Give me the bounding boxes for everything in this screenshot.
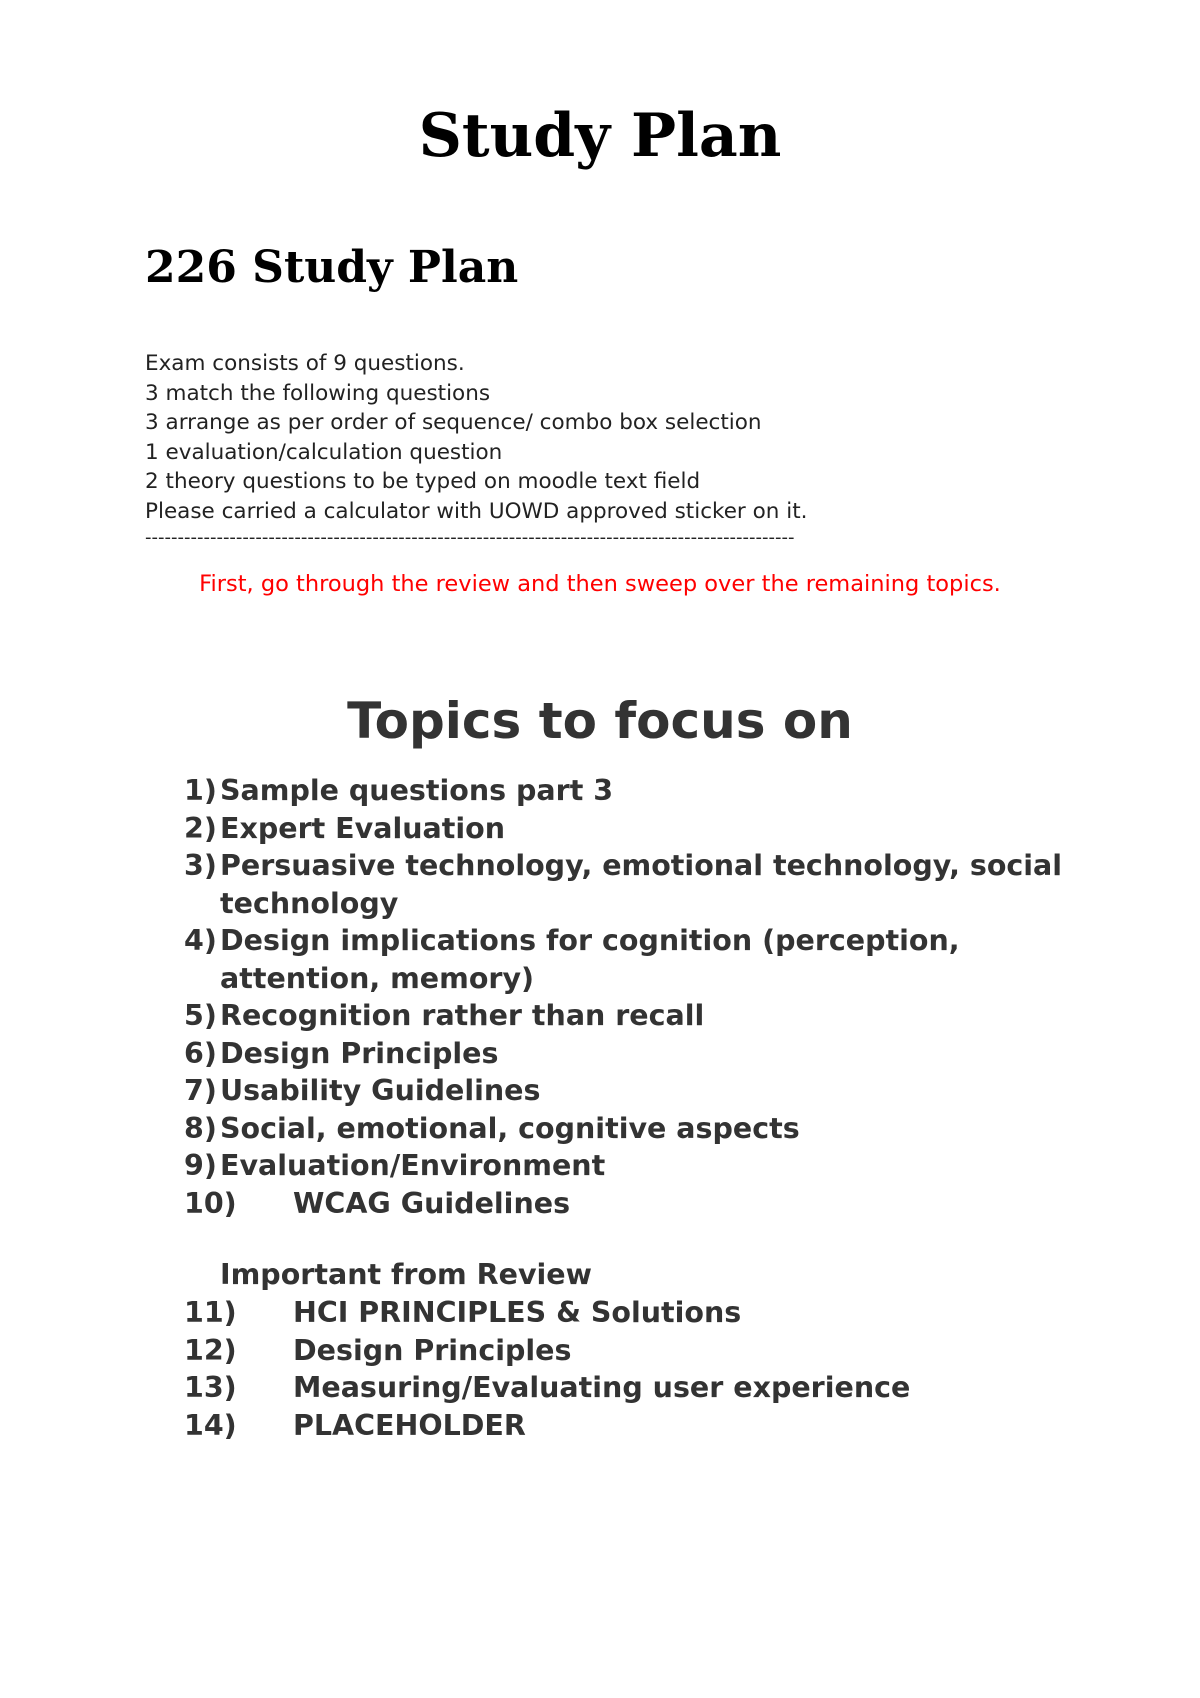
exam-info-line: Exam consists of 9 questions. <box>145 351 465 376</box>
topic-number: 3) <box>184 849 217 882</box>
review-item <box>184 1369 1084 1407</box>
topic-label: Persuasive technology, emotional technology, social technology <box>220 849 1063 920</box>
topic-number: 4) <box>184 924 217 957</box>
topic-number: 10) <box>184 1186 237 1220</box>
review-item <box>184 1294 1084 1332</box>
dashed-divider: ---------------------------------------------------------------------------------------------------- <box>145 527 795 548</box>
review-number: 13) <box>184 1371 237 1404</box>
exam-info-line: 3 match the following questions <box>145 380 491 406</box>
exam-info-list <box>145 349 1095 526</box>
topic-label: Design Principles <box>220 1036 499 1070</box>
topic-label: Usability Guidelines <box>220 1074 541 1107</box>
review-label: PLACEHOLDER <box>293 1408 526 1442</box>
topic-item <box>184 1035 1084 1073</box>
topic-label: Social, emotional, cognitive aspects <box>220 1111 800 1145</box>
topic-item <box>184 1147 1084 1185</box>
topic-item <box>184 997 1084 1035</box>
topic-label: WCAG Guidelines <box>293 1186 571 1220</box>
review-number: 12) <box>184 1333 237 1367</box>
exam-info-line: 3 arrange as per order of sequence/ combo box selection <box>145 410 762 435</box>
review-item <box>184 1332 1084 1370</box>
topic-label: Sample questions part 3 <box>220 774 614 807</box>
topic-number: 5) <box>184 999 217 1032</box>
topic-label: Recognition rather than recall <box>220 999 705 1032</box>
topic-number: 7) <box>184 1074 217 1107</box>
topic-number: 8) <box>184 1111 217 1145</box>
red-instruction: First, go through the review and then sweep over the remaining topics. <box>199 571 1001 597</box>
exam-info-line: Please carried a calculator with UOWD approved sticker on it. <box>145 498 808 524</box>
review-heading: Important from Review <box>220 1258 592 1291</box>
exam-info-line: 2 theory questions to be typed on moodle text field <box>145 469 701 494</box>
topic-label: Evaluation/Environment <box>220 1149 606 1182</box>
topic-item <box>184 847 1084 922</box>
topic-number: 2) <box>184 811 217 845</box>
topic-item <box>184 922 1084 997</box>
review-label: HCI PRINCIPLES & Solutions <box>293 1296 742 1329</box>
review-number: 11) <box>184 1296 237 1329</box>
topic-item <box>184 772 1084 810</box>
topic-label: Expert Evaluation <box>220 811 506 845</box>
review-number: 14) <box>184 1408 237 1442</box>
topic-item <box>184 1072 1084 1110</box>
topics-heading: Topics to focus on <box>347 692 853 750</box>
exam-info-line: 1 evaluation/calculation question <box>145 439 503 465</box>
topic-number: 1) <box>184 774 217 807</box>
topic-number: 9) <box>184 1149 217 1182</box>
review-label: Measuring/Evaluating user experience <box>293 1371 911 1404</box>
topic-item <box>184 810 1084 848</box>
topic-list <box>184 772 1084 1222</box>
review-list <box>184 1294 1084 1444</box>
document-title: Study Plan <box>418 101 782 171</box>
topic-item <box>184 1185 1084 1223</box>
topic-label: Design implications for cognition (perception, attention, memory) <box>220 924 960 995</box>
topic-item <box>184 1110 1084 1148</box>
topic-number: 6) <box>184 1036 217 1070</box>
review-item <box>184 1407 1084 1445</box>
review-label: Design Principles <box>293 1333 572 1367</box>
document-subtitle: 226 Study Plan <box>145 242 519 293</box>
